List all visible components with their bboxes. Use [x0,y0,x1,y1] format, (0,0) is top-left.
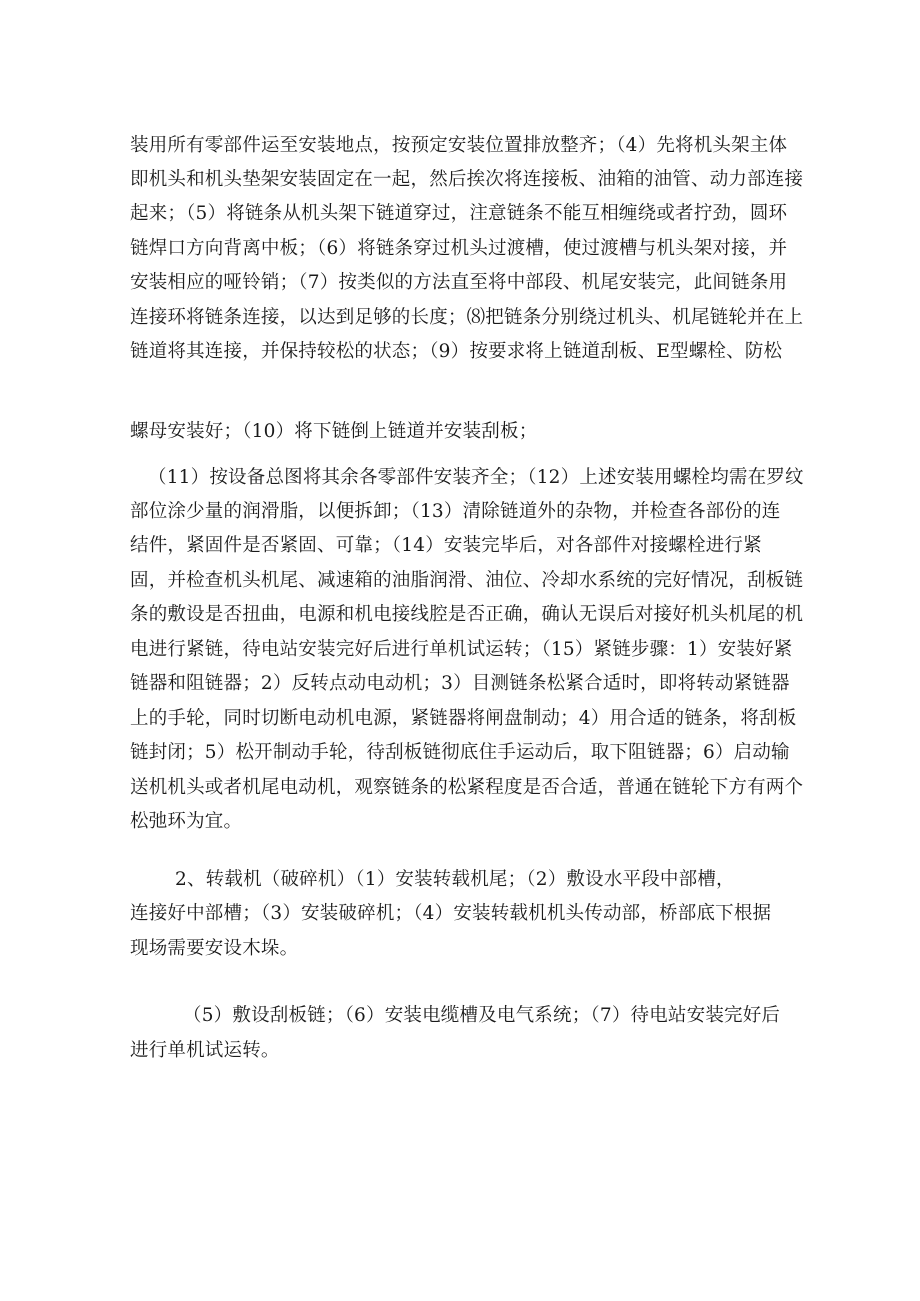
text-line: 连接好中部槽；（3）安装破碎机；（4）安装转载机机头传动部，桥部底下根据 [130,903,772,924]
text-line: 链器和阻链器；2）反转点动电动机；3）目测链条松紧合适时，即将转动紧链器 [130,673,790,694]
text-line: 送机机头或者机尾电动机，观察链条的松紧程度是否合适，普通在链轮下方有两个 [130,777,804,798]
text-line: 2、转载机（破碎机）（1）安装转载机尾；（2）敷设水平段中部槽， [175,869,735,890]
text-line: （5）敷设刮板链；（6）安装电缆槽及电气系统；（7）待电站安装完好后 [183,1005,781,1026]
text-line: 链封闭；5）松开制动手轮，待刮板链彻底住手运动后，取下阻链器；6）启动输 [130,742,790,763]
text-line: 现场需要安设木垛。 [130,938,299,959]
text-line: 部位涂少量的润滑脂，以便拆卸；（13）清除链道外的杂物，并检查各部份的连 [130,501,781,522]
text-line: 结件，紧固件是否紧固、可靠；（14）安装完毕后，对各部件对接螺栓进行紧 [130,535,762,556]
text-line: 安装相应的哑铃销；（7）按类似的方法直至将中部段、机尾安装完，此间链条用 [130,272,788,293]
text-line: 链焊口方向背离中板；（6）将链条穿过机头过渡槽，使过渡槽与机头架对接，并 [130,238,788,259]
text-line: 松弛环为宜。 [130,811,243,832]
text-line: 上的手轮，同时切断电动机电源，紧链器将闸盘制动；4）用合适的链条，将刮板 [130,708,797,729]
text-line: 即机头和机头垫架安装固定在一起，然后挨次将连接板、油箱的油管、动力部连接 [130,169,804,190]
text-line: 链道将其连接，并保持较松的状态；（9）按要求将上链道刮板、E型螺栓、防松 [130,341,783,362]
text-line: 固，并检查机头机尾、减速箱的油脂润滑、油位、冷却水系统的完好情况，刮板链 [130,570,804,591]
text-line: 螺母安装好；（10）将下链倒上链道并安装刮板； [130,421,538,442]
text-line: 连接环将链条连接，以达到足够的长度；⑻把链条分别绕过机头、机尾链轮并在上 [130,307,804,328]
text-line: 进行单机试运转。 [130,1040,280,1061]
text-line: 装用所有零部件运至安装地点，按预定安装位置排放整齐；（4）先将机头架主体 [130,135,788,156]
text-line: 起来；（5）将链条从机头架下链道穿过，注意链条不能互相缠绕或者拧劲，圆环 [130,203,788,224]
text-line: 电进行紧链，待电站安装完好后进行单机试运转；（15）紧链步骤：1）安装好紧 [130,639,793,660]
text-line: 条的敷设是否扭曲，电源和机电接线腔是否正确，确认无误后对接好机头机尾的机 [130,604,804,625]
text-line: （11）按设备总图将其余各零部件安装齐全；（12）上述安装用螺栓均需在罗纹 [148,467,804,488]
